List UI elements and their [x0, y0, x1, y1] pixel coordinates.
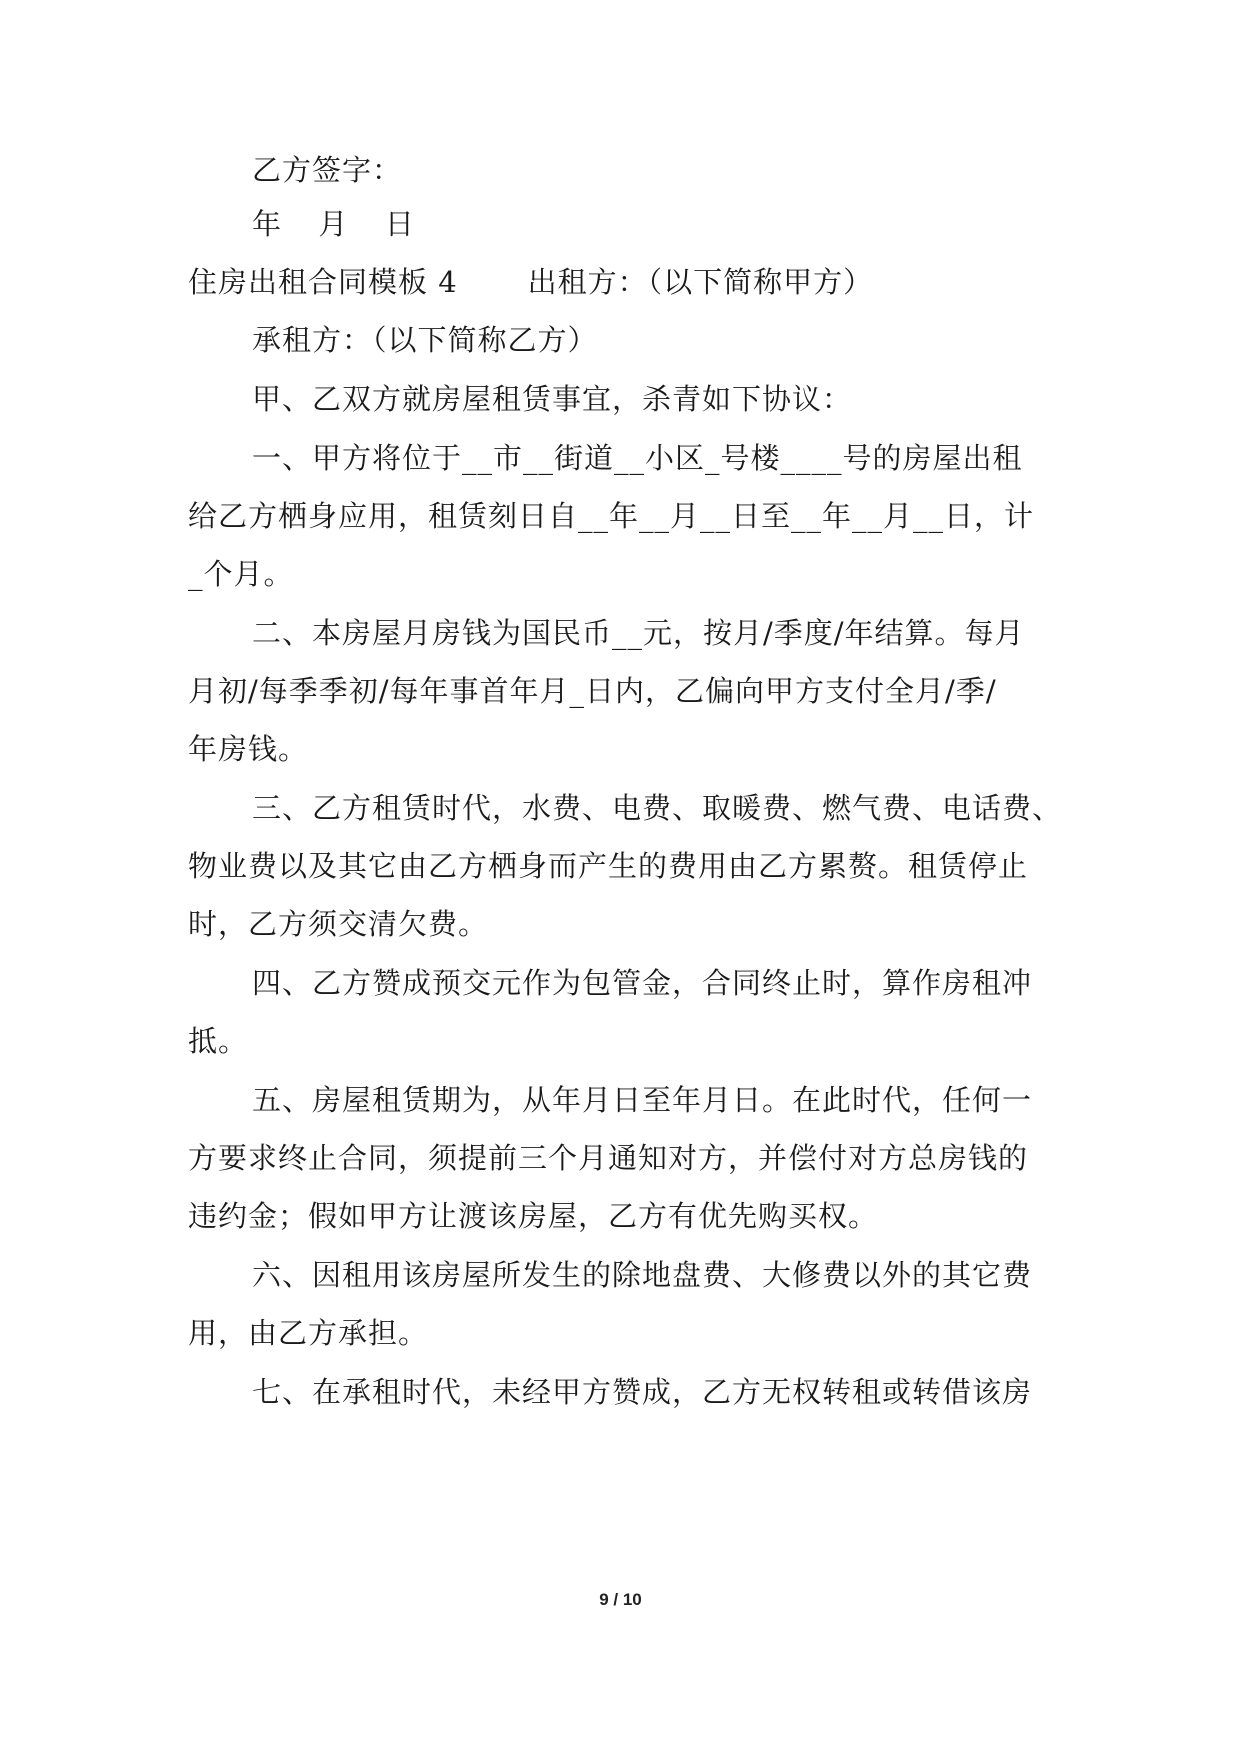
clause-2-line-2: 月初/每季季初/每年事首年月_日内，乙偏向甲方支付全月/季/ [188, 674, 997, 708]
clause-3-line-1: 三、乙方租赁时代，水费、电费、取暖费、燃气费、电话费、 [252, 791, 1063, 825]
clause-5-line-3: 违约金；假如甲方让渡该房屋，乙方有优先购买权。 [188, 1199, 879, 1233]
clause-3-line-2: 物业费以及其它由乙方栖身而产生的费用由乙方累赘。租赁停止 [188, 849, 1029, 883]
clause-5-line-1: 五、房屋租赁期为，从年月日至年月日。在此时代，任何一 [252, 1083, 1033, 1117]
clause-4-line-1: 四、乙方赞成预交元作为包管金，合同终止时，算作房租冲 [252, 966, 1033, 1000]
clause-2-line-3: 年房钱。 [188, 732, 309, 766]
clause-1-line-1: 一、甲方将位于__市__街道__小区_号楼____号的房屋出租 [252, 441, 1023, 475]
intro-paragraph: 甲、乙双方就房屋租赁事宜，杀青如下协议： [252, 382, 853, 416]
title-row [188, 264, 1068, 300]
clause-1-line-3: _个月。 [188, 557, 294, 591]
lessor-line: 出租方：（以下简称甲方） [527, 265, 874, 299]
clause-3-line-3: 时，乙方须交清欠费。 [188, 907, 489, 941]
clause-6-line-1: 六、因租用该房屋所发生的除地盘费、大修费以外的其它费 [252, 1258, 1033, 1292]
date-line: 年 月 日 [252, 207, 415, 241]
clause-6-line-2: 用，由乙方承担。 [188, 1316, 429, 1350]
clause-2-line-1: 二、本房屋月房钱为国民币__元，按月/季度/年结算。每月 [252, 616, 1025, 650]
clause-5-line-2: 方要求终止合同，须提前三个月通知对方，并偿付对方总房钱的 [188, 1141, 1029, 1175]
clause-7-line-1: 七、在承租时代，未经甲方赞成，乙方无权转租或转借该房 [252, 1375, 1033, 1409]
page-number: 9 / 10 [599, 1590, 642, 1609]
signature-party-b: 乙方签字： [252, 153, 403, 187]
contract-title: 住房出租合同模板 4 [188, 265, 458, 299]
clause-4-line-2: 抵。 [188, 1024, 249, 1058]
clause-1-line-2: 给乙方栖身应用，租赁刻日自__年__月__日至__年__月__日，计 [188, 499, 1035, 533]
lessee-line: 承租方：（以下简称乙方） [252, 323, 598, 357]
